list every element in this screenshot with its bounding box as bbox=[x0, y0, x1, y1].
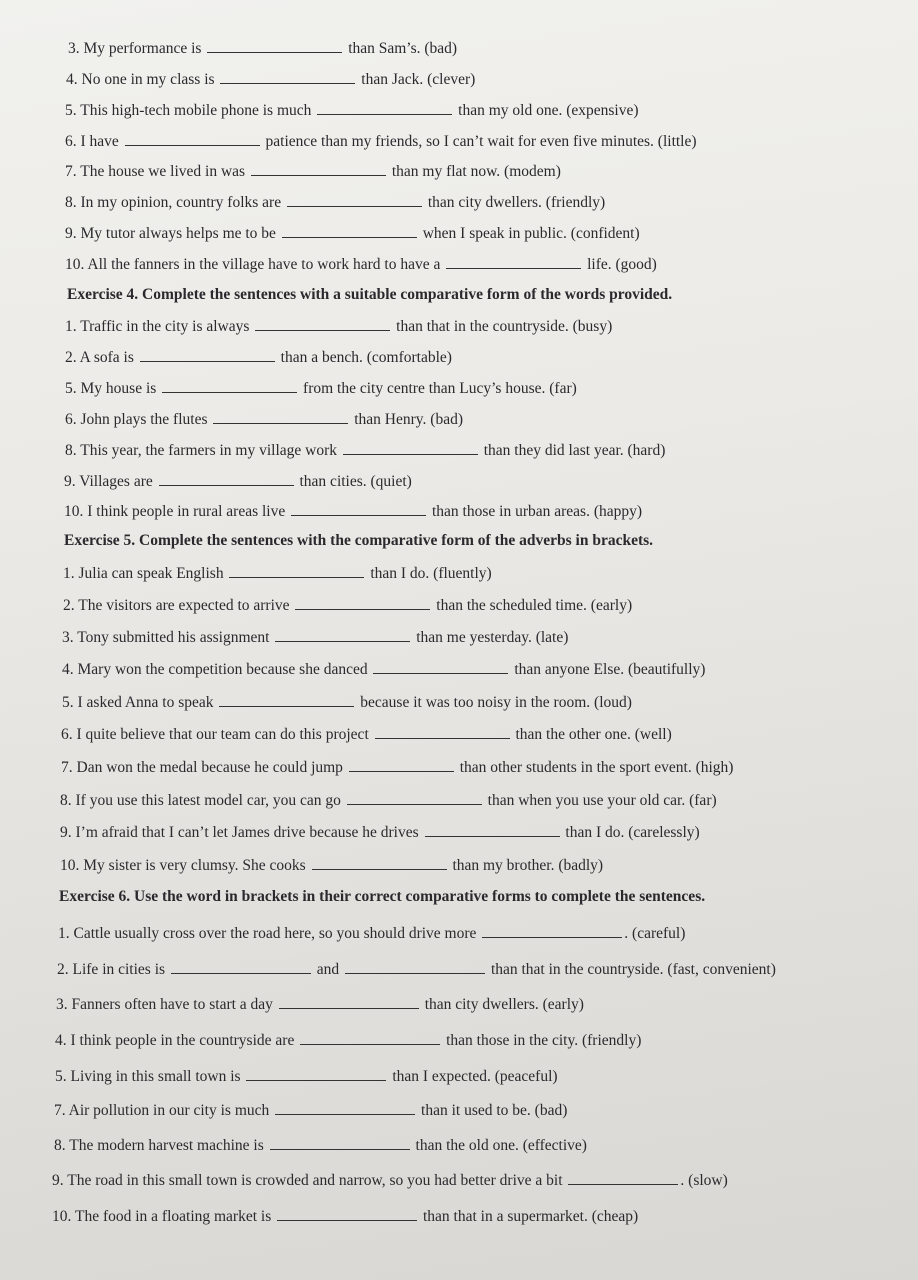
answer-blank[interactable] bbox=[171, 959, 311, 974]
exercise-item: 2. The visitors are expected to arrive than the scheduled time. (early) bbox=[63, 597, 633, 614]
answer-blank[interactable] bbox=[312, 855, 447, 870]
exercise-item: 1. Traffic in the city is always than that in the countryside. (busy) bbox=[65, 318, 613, 335]
exercise-item: 6. John plays the flutes than Henry. (bad) bbox=[65, 411, 463, 428]
exercise-item: 9. Villages are than cities. (quiet) bbox=[64, 473, 412, 490]
exercise-6-heading: Exercise 6. Use the word in brackets in their correct comparative forms to complete the sentences. bbox=[59, 888, 706, 905]
exercise-item: 8. This year, the farmers in my village work than they did last year. (hard) bbox=[65, 442, 666, 459]
answer-blank[interactable] bbox=[446, 254, 581, 269]
exercise-item: 3. My performance is than Sam’s. (bad) bbox=[68, 40, 458, 57]
answer-blank[interactable] bbox=[300, 1030, 440, 1045]
exercise-item: 6. I quite believe that our team can do this project than the other one. (well) bbox=[61, 726, 672, 743]
answer-blank[interactable] bbox=[568, 1170, 678, 1185]
answer-blank[interactable] bbox=[270, 1135, 410, 1150]
exercise-item: 2. A sofa is than a bench. (comfortable) bbox=[65, 349, 452, 366]
exercise-item: 6. I have patience than my friends, so I can’t wait for even five minutes. (little) bbox=[65, 133, 697, 150]
answer-blank[interactable] bbox=[349, 757, 454, 772]
exercise-item: 7. The house we lived in was than my flat now. (modem) bbox=[65, 163, 561, 180]
answer-blank[interactable] bbox=[159, 471, 294, 486]
exercise-item: 9. My tutor always helps me to be when I speak in public. (confident) bbox=[65, 225, 640, 242]
exercise-item: 7. Dan won the medal because he could jump than other students in the sport event. (high) bbox=[61, 759, 734, 776]
answer-blank[interactable] bbox=[282, 223, 417, 238]
exercise-item: 5. Living in this small town is than I expected. (peaceful) bbox=[55, 1068, 558, 1085]
answer-blank[interactable] bbox=[375, 724, 510, 739]
answer-blank[interactable] bbox=[213, 409, 348, 424]
exercise-item: 7. Air pollution in our city is much than it used to be. (bad) bbox=[54, 1102, 568, 1119]
answer-blank[interactable] bbox=[162, 378, 297, 393]
answer-blank[interactable] bbox=[425, 822, 560, 837]
answer-blank[interactable] bbox=[482, 923, 622, 938]
answer-blank[interactable] bbox=[255, 316, 390, 331]
answer-blank[interactable] bbox=[373, 659, 508, 674]
exercise-4-heading: Exercise 4. Complete the sentences with a suitable comparative form of the words provided. bbox=[67, 286, 673, 303]
answer-blank[interactable] bbox=[251, 161, 386, 176]
answer-blank[interactable] bbox=[246, 1066, 386, 1081]
exercise-item: 8. In my opinion, country folks are than city dwellers. (friendly) bbox=[65, 194, 606, 211]
exercise-item: 8. The modern harvest machine is than the old one. (effective) bbox=[54, 1137, 587, 1154]
answer-blank[interactable] bbox=[295, 595, 430, 610]
exercise-item: 10. My sister is very clumsy. She cooks than my brother. (badly) bbox=[60, 857, 604, 874]
answer-blank[interactable] bbox=[220, 69, 355, 84]
answer-blank[interactable] bbox=[291, 501, 426, 516]
answer-blank[interactable] bbox=[275, 1100, 415, 1115]
exercise-item: 3. Tony submitted his assignment than me yesterday. (late) bbox=[62, 629, 569, 646]
exercise-item: 5. My house is from the city centre than Lucy’s house. (far) bbox=[65, 380, 577, 397]
answer-blank[interactable] bbox=[287, 192, 422, 207]
answer-blank[interactable] bbox=[125, 131, 260, 146]
exercise-item: 9. I’m afraid that I can’t let James drive because he drives than I do. (carelessly) bbox=[60, 824, 700, 841]
exercise-item: 1. Julia can speak English than I do. (fluently) bbox=[63, 565, 492, 582]
exercise-item: 4. I think people in the countryside are than those in the city. (friendly) bbox=[55, 1032, 642, 1049]
answer-blank[interactable] bbox=[140, 347, 275, 362]
exercise-item: 9. The road in this small town is crowded and narrow, so you had better drive a bit . (slow) bbox=[52, 1172, 728, 1189]
answer-blank[interactable] bbox=[343, 440, 478, 455]
answer-blank[interactable] bbox=[219, 692, 354, 707]
exercise-item: 3. Fanners often have to start a day than city dwellers. (early) bbox=[56, 996, 584, 1013]
answer-blank[interactable] bbox=[345, 959, 485, 974]
exercise-item: 5. This high-tech mobile phone is much than my old one. (expensive) bbox=[65, 102, 639, 119]
exercise-item: 10. The food in a floating market is than that in a supermarket. (cheap) bbox=[52, 1208, 639, 1225]
answer-blank[interactable] bbox=[275, 627, 410, 642]
answer-blank[interactable] bbox=[347, 790, 482, 805]
exercise-item: 10. All the fanners in the village have to work hard to have a life. (good) bbox=[65, 256, 657, 273]
exercise-item: 5. I asked Anna to speak because it was too noisy in the room. (loud) bbox=[62, 694, 632, 711]
exercise-item: 4. Mary won the competition because she danced than anyone Else. (beautifully) bbox=[62, 661, 706, 678]
answer-blank[interactable] bbox=[277, 1206, 417, 1221]
exercise-item: 8. If you use this latest model car, you can go than when you use your old car. (far) bbox=[60, 792, 717, 809]
answer-blank[interactable] bbox=[317, 100, 452, 115]
exercise-5-heading: Exercise 5. Complete the sentences with the comparative form of the adverbs in brackets. bbox=[64, 532, 654, 549]
exercise-item: 1. Cattle usually cross over the road here, so you should drive more . (careful) bbox=[58, 925, 686, 942]
answer-blank[interactable] bbox=[279, 994, 419, 1009]
answer-blank[interactable] bbox=[207, 38, 342, 53]
answer-blank[interactable] bbox=[229, 563, 364, 578]
exercise-item: 2. Life in cities is and than that in the countryside. (fast, convenient) bbox=[57, 961, 776, 978]
exercise-item: 10. I think people in rural areas live than those in urban areas. (happy) bbox=[64, 503, 643, 520]
exercise-item: 4. No one in my class is than Jack. (clever) bbox=[66, 71, 476, 88]
